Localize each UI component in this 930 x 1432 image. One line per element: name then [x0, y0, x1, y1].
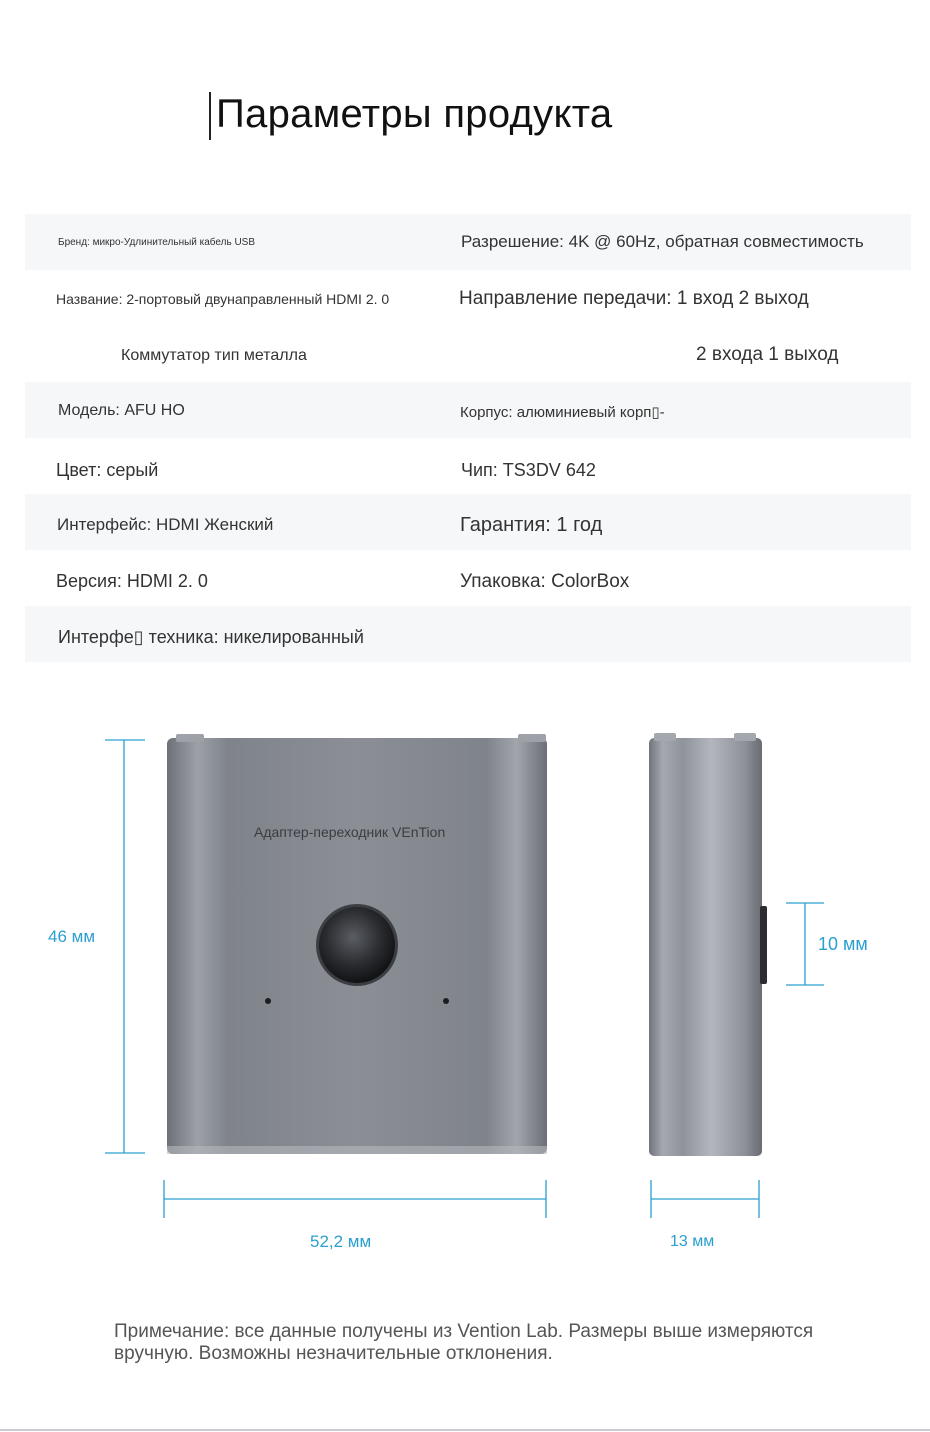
height-label: 46 мм: [48, 927, 96, 946]
spec-warranty: Гарантия: 1 год: [460, 514, 603, 536]
switch-knob: [319, 907, 395, 983]
width-dimension-line: [164, 1180, 546, 1218]
page-title: Параметры продукта: [216, 92, 613, 136]
spec-direction: Направление передачи: 1 вход 2 выход: [459, 288, 809, 309]
spec-interface-tech: Интерфе▯ техника: никелированный: [58, 627, 364, 647]
side-button: [760, 906, 767, 984]
footnote: Примечание: все данные получены из Vention Lab. Размеры выше измеряются вручную. Возможны незначительные отклонения.: [114, 1321, 814, 1364]
led-indicator-right: [443, 998, 449, 1004]
spec-switch-type: Коммутатор тип металла: [121, 347, 307, 364]
spec-name: Название: 2-портовый двунаправленный HDMI 2. 0: [56, 291, 390, 307]
spec-model: Модель: AFU HO: [58, 402, 185, 419]
button-size-label: 10 мм: [818, 934, 868, 954]
spec-housing: Корпус: алюминиевый корп▯-: [460, 404, 665, 421]
spec-packaging: Упаковка: ColorBox: [460, 571, 630, 592]
height-dimension-line: [105, 740, 145, 1153]
depth-dimension-line: [651, 1180, 759, 1218]
spec-chip: Чип: TS3DV 642: [461, 460, 596, 480]
bottom-divider: [0, 1429, 930, 1431]
spec-version: Версия: HDMI 2. 0: [56, 571, 208, 591]
spec-brand: Бренд: микро-Удлинительный кабель USB: [58, 237, 256, 248]
spec-resolution: Разрешение: 4K @ 60Hz, обратная совместимость: [461, 232, 864, 251]
device-side-view: [649, 733, 767, 1156]
spec-direction-alt: 2 входа 1 выход: [696, 344, 839, 365]
led-indicator-left: [265, 998, 271, 1004]
width-label: 52,2 мм: [310, 1232, 372, 1251]
spec-color: Цвет: серый: [56, 460, 159, 480]
device-front-view: [167, 734, 547, 1154]
spec-interface: Интерфейс: HDMI Женский: [57, 515, 274, 534]
device-brand-label: Адаптер-переходник VEnTion: [254, 824, 446, 840]
depth-label: 13 мм: [670, 1233, 715, 1250]
